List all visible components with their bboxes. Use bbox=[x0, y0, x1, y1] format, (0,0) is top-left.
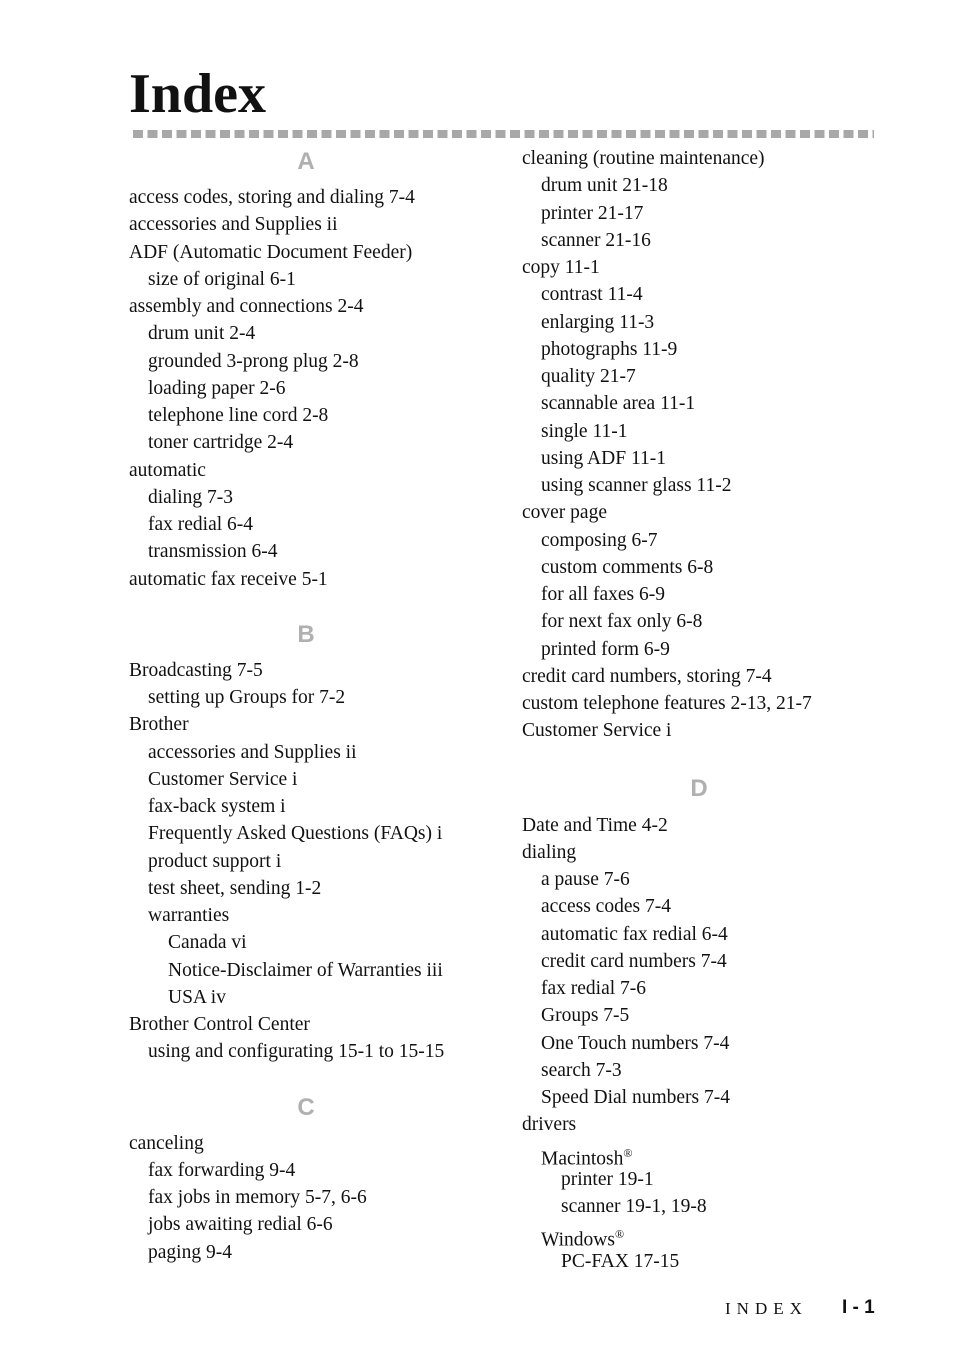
index-entry-text: Broadcasting 7-5 bbox=[129, 659, 263, 681]
index-subentry bbox=[129, 795, 286, 819]
index-subentry bbox=[522, 420, 627, 444]
index-subentry bbox=[522, 895, 671, 919]
index-entry-text: Brother bbox=[129, 714, 189, 736]
index-entry-text: credit card numbers, storing 7-4 bbox=[522, 665, 772, 687]
index-subentry bbox=[522, 638, 670, 662]
index-subentry bbox=[129, 1186, 367, 1210]
index-entry-text: access codes 7-4 bbox=[541, 896, 671, 918]
index-entry-text: photographs 11-9 bbox=[541, 338, 678, 360]
index-entry-text: Brother Control Center bbox=[129, 1014, 310, 1035]
index-entry-text: Customer Service i bbox=[522, 720, 672, 742]
index-entry bbox=[522, 1113, 576, 1137]
index-subentry bbox=[129, 431, 293, 455]
index-subentry bbox=[522, 338, 677, 362]
index-entry bbox=[129, 568, 328, 592]
index-section-letter: D bbox=[690, 774, 708, 802]
index-entry-text: assembly and connections 2-4 bbox=[129, 296, 364, 317]
index-subentry bbox=[129, 822, 442, 846]
index-entry-text: Notice-Disclaimer of Warranties iii bbox=[168, 959, 443, 981]
index-entry-text: fax redial 6-4 bbox=[148, 514, 254, 535]
index-entry-text: cover page bbox=[522, 502, 607, 524]
index-entry-text: size of original 6-1 bbox=[148, 268, 296, 290]
index-section-letter: A bbox=[297, 148, 315, 175]
index-entry-text: Frequently Asked Questions (FAQs) i bbox=[148, 823, 443, 845]
index-subentry bbox=[522, 474, 731, 498]
index-entry-text: One Touch numbers 7-4 bbox=[541, 1032, 730, 1054]
index-entry-text: Date and Time 4-2 bbox=[522, 814, 668, 836]
index-entry-text: for next fax only 6-8 bbox=[541, 611, 703, 633]
index-subentry bbox=[129, 513, 253, 537]
index-entry-text: paging 9-4 bbox=[148, 1241, 232, 1263]
index-subentry bbox=[129, 1159, 295, 1183]
index-entry bbox=[522, 841, 576, 865]
index-entry-text: single 11-1 bbox=[541, 420, 628, 442]
index-entry-text: warranties bbox=[148, 905, 230, 926]
index-subentry bbox=[129, 686, 345, 710]
index-entry bbox=[522, 501, 607, 525]
index-subentry bbox=[522, 1086, 730, 1110]
index-entry-text: drivers bbox=[522, 1114, 577, 1136]
index-subentry bbox=[522, 1004, 629, 1028]
index-entry-text: PC-FAX 17-15 bbox=[561, 1250, 680, 1272]
index-entry bbox=[522, 719, 671, 743]
index-subentry bbox=[522, 1141, 632, 1172]
index-entry bbox=[129, 713, 189, 737]
index-entry-text: using scanner glass 11-2 bbox=[541, 475, 732, 496]
index-subentry bbox=[522, 311, 654, 335]
index-entry-text: Groups 7-5 bbox=[541, 1005, 630, 1027]
index-entry bbox=[129, 659, 263, 683]
registered-mark: ® bbox=[614, 1227, 625, 1242]
index-entry bbox=[522, 692, 812, 716]
index-entry bbox=[129, 213, 338, 237]
index-entry-text: scanner 21-16 bbox=[541, 229, 651, 251]
index-entry-text: USA iv bbox=[168, 986, 226, 1008]
index-entry-text: custom comments 6-8 bbox=[541, 556, 714, 578]
index-subentry bbox=[129, 1213, 333, 1237]
index-entry-text: automatic fax receive 5-1 bbox=[129, 568, 328, 590]
index-entry-text: drum unit 21-18 bbox=[541, 175, 668, 197]
index-entry-text: Customer Service i bbox=[148, 768, 298, 790]
index-subentry bbox=[522, 950, 727, 974]
index-entry-text: dialing 7-3 bbox=[148, 486, 234, 508]
index-entry bbox=[522, 814, 668, 838]
index-entry-text: using ADF 11-1 bbox=[541, 447, 666, 469]
footer-page-number: I - 1 bbox=[842, 1297, 875, 1318]
index-subentry bbox=[522, 365, 636, 389]
index-entry bbox=[522, 665, 772, 689]
index-entry-text: printed form 6-9 bbox=[541, 638, 670, 660]
index-section-letter: B bbox=[297, 620, 315, 648]
index-entry-text: scannable area 11-1 bbox=[541, 393, 696, 415]
index-entry-text: credit card numbers 7-4 bbox=[541, 950, 727, 972]
index-entry-text: fax jobs in memory 5-7, 6-6 bbox=[148, 1187, 367, 1208]
index-subentry bbox=[129, 404, 328, 428]
index-entry-text: fax forwarding 9-4 bbox=[148, 1159, 296, 1181]
index-subentry bbox=[522, 977, 646, 1001]
index-entry bbox=[129, 459, 206, 483]
index-entry-text: automatic bbox=[129, 459, 206, 481]
index-entry bbox=[522, 147, 765, 171]
index-entry-text: automatic fax redial 6-4 bbox=[541, 923, 728, 945]
index-entry-text: drum unit 2-4 bbox=[148, 323, 256, 345]
page-title: Index bbox=[129, 63, 266, 125]
index-entry-text: a pause 7-6 bbox=[541, 869, 630, 890]
index-entry bbox=[129, 1132, 204, 1156]
index-entry-text: canceling bbox=[129, 1132, 204, 1154]
index-entry-text: cleaning (routine maintenance) bbox=[522, 148, 765, 169]
index-entry-text: Macintosh bbox=[541, 1148, 624, 1169]
index-subentry bbox=[522, 283, 643, 307]
index-entry-text: product support i bbox=[148, 850, 282, 872]
title-dotted-rule bbox=[133, 130, 874, 138]
registered-mark: ® bbox=[623, 1145, 633, 1160]
index-entry-text: jobs awaiting redial 6-6 bbox=[148, 1214, 333, 1236]
index-entry-text: composing 6-7 bbox=[541, 529, 658, 551]
index-subentry bbox=[522, 556, 713, 580]
index-entry-text: test sheet, sending 1-2 bbox=[148, 877, 322, 899]
index-entry bbox=[129, 295, 364, 319]
index-subentry bbox=[129, 768, 297, 792]
index-entry-text: enlarging 11-3 bbox=[541, 311, 655, 333]
index-entry-text: fax redial 7-6 bbox=[541, 978, 647, 999]
index-entry-text: quality 21-7 bbox=[541, 366, 636, 387]
index-entry-text: Speed Dial numbers 7-4 bbox=[541, 1087, 731, 1108]
index-entry-text: for all faxes 6-9 bbox=[541, 584, 665, 605]
index-subentry bbox=[522, 1032, 729, 1056]
index-subentry bbox=[522, 529, 657, 553]
index-subentry bbox=[129, 540, 277, 564]
index-subentry bbox=[522, 1222, 624, 1253]
index-entry bbox=[129, 186, 415, 210]
index-entry-text: setting up Groups for 7-2 bbox=[148, 687, 346, 708]
index-subentry bbox=[522, 202, 643, 226]
index-subentry bbox=[522, 1059, 622, 1083]
index-section-letter: C bbox=[297, 1093, 315, 1121]
index-subentry bbox=[129, 986, 226, 1010]
index-entry-text: accessories and Supplies ii bbox=[148, 741, 357, 763]
index-subentry bbox=[522, 229, 651, 253]
index-subentry bbox=[129, 931, 247, 955]
footer-section-label: INDEX bbox=[725, 1299, 808, 1318]
index-subentry bbox=[129, 322, 255, 346]
index-subentry bbox=[129, 877, 321, 901]
index-subentry bbox=[129, 350, 359, 374]
index-entry-text: loading paper 2-6 bbox=[148, 377, 286, 399]
index-entry-text: telephone line cord 2-8 bbox=[148, 405, 329, 426]
index-entry-text: dialing bbox=[522, 841, 577, 863]
index-subentry bbox=[129, 268, 296, 292]
index-entry bbox=[522, 256, 600, 280]
index-entry-text: accessories and Supplies ii bbox=[129, 214, 338, 236]
index-entry-text: search 7-3 bbox=[541, 1059, 622, 1081]
index-entry-text: access codes, storing and dialing 7-4 bbox=[129, 187, 415, 208]
index-subentry bbox=[129, 850, 281, 874]
index-entry bbox=[129, 1013, 310, 1037]
index-subentry bbox=[129, 1241, 232, 1265]
index-subentry bbox=[522, 392, 695, 416]
index-entry bbox=[129, 241, 412, 265]
index-entry-text: custom telephone features 2-13, 21-7 bbox=[522, 693, 812, 714]
index-subentry bbox=[129, 904, 229, 928]
index-entry-text: printer 19-1 bbox=[561, 1168, 654, 1190]
index-subentry bbox=[522, 1250, 679, 1274]
index-subentry bbox=[522, 923, 728, 947]
index-subentry bbox=[129, 377, 286, 401]
index-entry-text: transmission 6-4 bbox=[148, 541, 278, 563]
index-entry-text: fax-back system i bbox=[148, 796, 286, 817]
index-subentry bbox=[522, 174, 668, 198]
index-entry-text: Canada vi bbox=[168, 932, 247, 954]
index-subentry bbox=[129, 741, 357, 765]
index-subentry bbox=[522, 1168, 654, 1192]
index-entry-text: copy 11-1 bbox=[522, 257, 600, 278]
index-subentry bbox=[522, 1195, 707, 1219]
index-entry-text: toner cartridge 2-4 bbox=[148, 432, 294, 454]
index-entry-text: ADF (Automatic Document Feeder) bbox=[129, 241, 413, 263]
index-entry-text: scanner 19-1, 19-8 bbox=[561, 1196, 707, 1217]
index-subentry bbox=[522, 447, 666, 471]
index-subentry bbox=[522, 583, 665, 607]
index-subentry bbox=[522, 868, 630, 892]
index-subentry bbox=[129, 959, 443, 983]
index-subentry bbox=[522, 610, 702, 634]
index-subentry bbox=[129, 486, 233, 510]
index-entry-text: grounded 3-prong plug 2-8 bbox=[148, 350, 359, 372]
index-entry-text: using and configurating 15-1 to 15-15 bbox=[148, 1041, 445, 1063]
index-entry-text: contrast 11-4 bbox=[541, 284, 643, 306]
index-subentry bbox=[129, 1040, 444, 1064]
index-entry-text: printer 21-17 bbox=[541, 202, 644, 224]
index-entry-text: Windows bbox=[541, 1229, 615, 1251]
